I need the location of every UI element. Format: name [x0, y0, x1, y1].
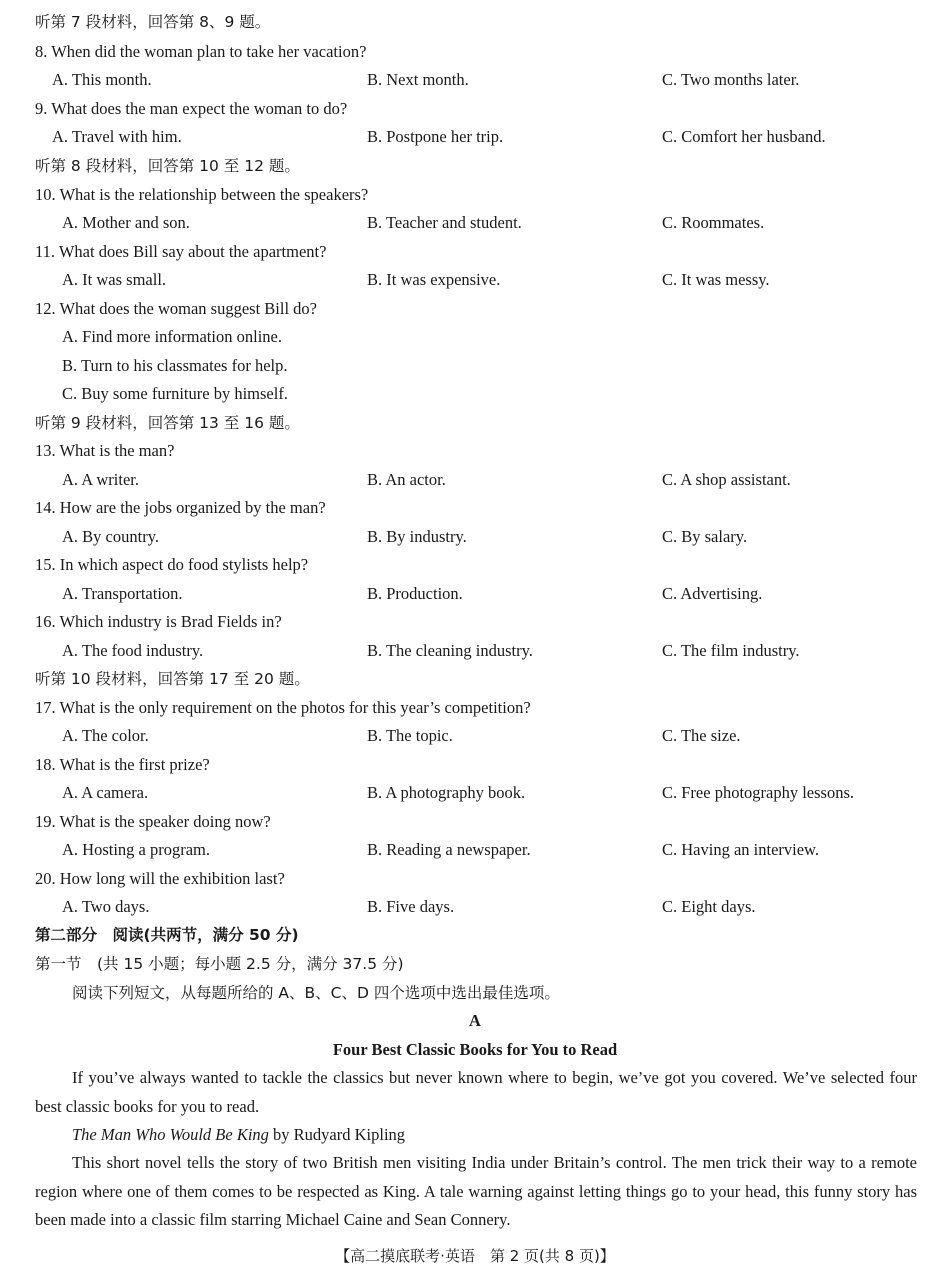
question-10: 10. What is the relationship between the speakers?: [35, 185, 369, 204]
option-c: C. The film industry.: [662, 641, 800, 660]
page-footer: 【高二摸底联考·英语 第 2 页(共 8 页)】: [335, 1247, 615, 1265]
option-c: C. Comfort her husband.: [662, 127, 826, 146]
question-12-option-c: C. Buy some furniture by himself.: [62, 384, 288, 403]
option-b: B. The cleaning industry.: [367, 641, 533, 660]
book1-description: This short novel tells the story of two British men visiting India under Britain’s control. The men trick their way to a remote region where one of them comes to be respected as King. A tale warning against letting things go to your head, this funny story has been made into a classic film starring Michael Caine and Sean Connery.: [35, 1153, 917, 1229]
book1-title: The Man Who Would Be King: [72, 1125, 269, 1144]
question-19: 19. What is the speaker doing now?: [35, 812, 271, 831]
option-b: B. An actor.: [367, 470, 446, 489]
option-c: C. Having an interview.: [662, 840, 820, 859]
option-a: A. It was small.: [62, 270, 167, 289]
option-b: B. Reading a newspaper.: [367, 840, 531, 859]
question-17: 17. What is the only requirement on the photos for this year’s competition?: [35, 698, 531, 717]
section8-header: 听第 8 段材料，回答第 10 至 12 题。: [35, 157, 300, 175]
question-16: 16. Which industry is Brad Fields in?: [35, 612, 282, 631]
section7-header: 听第 7 段材料，回答第 8、9 题。: [35, 13, 271, 31]
option-a: A. The color.: [62, 726, 149, 745]
question-15: 15. In which aspect do food stylists help?: [35, 555, 309, 574]
option-a: A. A camera.: [62, 783, 149, 802]
option-b: B. It was expensive.: [367, 270, 501, 289]
question-13: 13. What is the man?: [35, 441, 175, 460]
question-16-options: [0, 637, 950, 665]
question-17-options: [0, 722, 950, 750]
option-b: B. The topic.: [367, 726, 453, 745]
option-b: B. Postpone her trip.: [367, 127, 504, 146]
option-a: A. Two days.: [62, 897, 150, 916]
question-14: 14. How are the jobs organized by the man?: [35, 498, 326, 517]
option-c: C. It was messy.: [662, 270, 770, 289]
book1-heading: [72, 1121, 405, 1149]
option-b: B. Production.: [367, 584, 463, 603]
option-a: A. Transportation.: [62, 584, 183, 603]
passage-intro: If you’ve always wanted to tackle the classics but never known where to begin, we’ve got you covered. We’ve selected four best classic books for you to read.: [35, 1068, 917, 1116]
reading-section1: 第一节 (共 15 小题；每小题 2.5 分，满分 37.5 分): [35, 955, 404, 973]
option-a: A. Travel with him.: [52, 127, 182, 146]
option-c: C. By salary.: [662, 527, 748, 546]
question-12-option-a: A. Find more information online.: [62, 327, 282, 346]
option-b: B. Teacher and student.: [367, 213, 522, 232]
question-20-options: [0, 893, 950, 921]
question-18-options: [0, 779, 950, 807]
option-b: B. Next month.: [367, 70, 469, 89]
question-10-options: [0, 209, 950, 237]
passage-letter: A: [469, 1011, 481, 1030]
question-11: 11. What does Bill say about the apartment?: [35, 242, 327, 261]
option-a: A. A writer.: [62, 470, 139, 489]
option-a: A. The food industry.: [62, 641, 204, 660]
question-8-options: [0, 66, 950, 94]
question-8: 8. When did the woman plan to take her vacation?: [35, 42, 367, 61]
option-c: C. The size.: [662, 726, 741, 745]
question-20: 20. How long will the exhibition last?: [35, 869, 285, 888]
option-a: A. This month.: [52, 70, 152, 89]
reading-part-title: 第二部分 阅读(共两节，满分 50 分): [35, 926, 299, 944]
question-12: 12. What does the woman suggest Bill do?: [35, 299, 317, 318]
option-b: B. By industry.: [367, 527, 467, 546]
section10-header: 听第 10 段材料，回答第 17 至 20 题。: [35, 670, 310, 688]
reading-instruction: 阅读下列短文，从每题所给的 A、B、C、D 四个选项中选出最佳选项。: [72, 984, 560, 1002]
question-14-options: [0, 523, 950, 551]
option-a: A. Mother and son.: [62, 213, 190, 232]
option-c: C. Roommates.: [662, 213, 765, 232]
option-c: C. A shop assistant.: [662, 470, 791, 489]
option-a: A. Hosting a program.: [62, 840, 211, 859]
question-12-option-b: B. Turn to his classmates for help.: [62, 356, 288, 375]
section9-header: 听第 9 段材料，回答第 13 至 16 题。: [35, 414, 300, 432]
question-13-options: [0, 466, 950, 494]
question-18: 18. What is the first prize?: [35, 755, 210, 774]
option-c: C. Eight days.: [662, 897, 756, 916]
option-b: B. Five days.: [367, 897, 455, 916]
book1-author: by Rudyard Kipling: [268, 1125, 406, 1144]
question-9: 9. What does the man expect the woman to do?: [35, 99, 348, 118]
question-15-options: [0, 580, 950, 608]
option-c: C. Advertising.: [662, 584, 763, 603]
question-9-options: [0, 123, 950, 151]
option-a: A. By country.: [62, 527, 160, 546]
question-19-options: [0, 836, 950, 864]
question-11-options: [0, 266, 950, 294]
option-b: B. A photography book.: [367, 783, 526, 802]
option-c: C. Free photography lessons.: [662, 783, 855, 802]
passage-title: Four Best Classic Books for You to Read: [332, 1040, 618, 1059]
option-c: C. Two months later.: [662, 70, 800, 89]
